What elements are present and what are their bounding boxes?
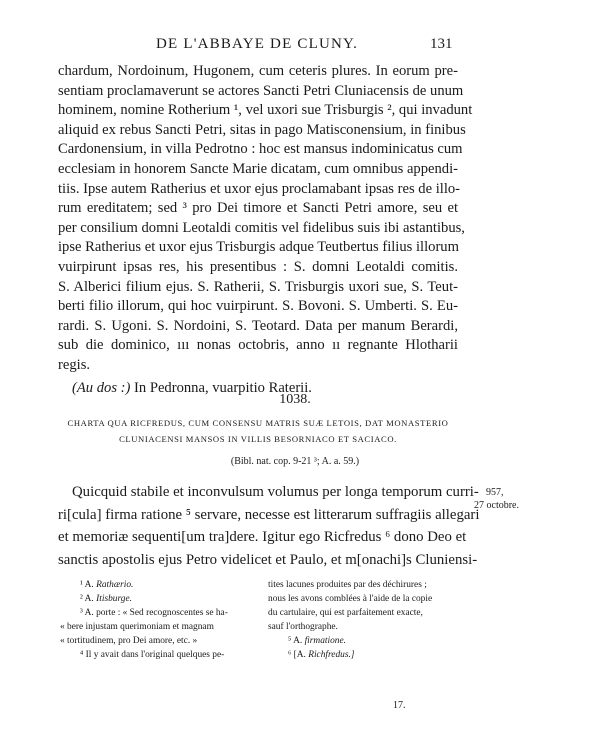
text-line: rum ereditatem; sed ³ pro Dei timore et Sancti Petri amore, seu et [58, 200, 458, 217]
footnote-text: A. [84, 580, 94, 590]
footnote-continuation: « tortitudinem, pro Dei amore, etc. » [60, 636, 198, 646]
text-line: Quicquid stabile et inconvulsum volumus per longa temporum curri- [72, 484, 479, 500]
text-line: sanctis apostolis ejus Petro videlicet et Paulo, et m[onachi]s Cluniensi- [58, 551, 478, 568]
footnote [268, 648, 460, 662]
footnote-mark: ¹ [80, 580, 83, 590]
charter-number: 1038. [279, 392, 311, 407]
footnote-italic: Richfredus.] [308, 650, 355, 660]
text-line: vuirpirunt ipsas res, his presentibus : S. domni Leotaldi comitis. [58, 258, 458, 275]
footnote-mark: ² [80, 594, 83, 604]
text-line: chardum, Nordoinum, Hugonem, cum ceteris plures. In eorum pre- [58, 63, 458, 79]
page-number: 131 [430, 36, 453, 52]
text-line: sentiam proclamaverunt se actores Sancti Petri Cluniacensis de unum [58, 82, 464, 99]
footnote-italic: Rathærio. [96, 580, 134, 590]
text-line: tiis. Ipse autem Ratherius et uxor ejus proclamabant ipsas res de illo- [58, 180, 461, 197]
footnote [60, 606, 256, 620]
footnote-italic: Itisburge. [96, 594, 132, 604]
footnote-continuation: « bere injustam querimoniam et magnam [60, 622, 214, 632]
charter-caption-line: CLUNIACENSI MANSOS IN VILLIS BESORNIACO ET SACIACO. [119, 434, 397, 444]
running-header [0, 36, 590, 58]
text-line: aliquid ex rebus Sancti Petri, sitas in pago Matisconensium, in finibus [58, 121, 466, 138]
margin-year: 957, [486, 487, 504, 498]
text-line: rardi. S. Ugoni. S. Nordoini, S. Teotard. Data per manum Berardi, [58, 317, 458, 334]
text-line: S. Alberici filium ejus. S. Ratherii, S. Trisburgis uxori sue, S. Teut- [58, 278, 458, 295]
charter-source: (Bibl. nat. cop. 9-21 ³; A. a. 59.) [230, 456, 360, 467]
text-line: ipse Ratherius et uxor ejus Trisburgis adque Teutbertus filius illorum [58, 239, 459, 256]
text-line: berti filio illorum, qui hoc vuirpirunt. S. Bovoni. S. Umberti. S. Eu- [58, 298, 458, 315]
text-line: et memoriæ sequenti[um tra]dere. Igitur ego Ricfredus ⁶ dono Deo et [58, 529, 467, 545]
text-line: per consilium domni Leotaldi comitis vel fidelibus suis ibi astantibus, [58, 219, 465, 236]
footnote-continuation: du cartulaire, qui est parfaitement exacte, [268, 608, 423, 618]
footnote [60, 648, 256, 662]
text-line: Cardonensium, in villa Pedrotno : hoc est mansus indominicatus cum [58, 141, 463, 158]
text-line: hominem, nomine Rotherium ¹, vel uxori sue Trisburgis ², qui invadunt [58, 102, 473, 119]
footnote-mark: ⁴ [80, 650, 84, 660]
charter-text [58, 481, 480, 571]
footnote-continuation: nous les avons comblées à l'aide de la copie [268, 594, 433, 604]
footnote [60, 578, 256, 592]
text-line: ri[cula] firma ratione ⁵ servare, necesse est litterarum suffragiis allegari [58, 506, 480, 523]
text-line: ecclesiam in honorem Sancte Marie dicatam, cum omnibus appendi- [58, 160, 458, 177]
dorse-label: (Au dos :) [72, 379, 131, 396]
signature-mark: 17. [393, 700, 406, 711]
footnote [60, 592, 256, 606]
footnote-mark: ⁵ [288, 636, 292, 646]
footnote-text: A. [84, 594, 94, 604]
footnote-continuation: tites lacunes produites par des déchirures ; [268, 580, 427, 590]
running-title: DE L'ABBAYE DE CLUNY. [156, 36, 359, 52]
footnote-text: A. [293, 636, 303, 646]
footnote-mark: ³ [80, 608, 83, 618]
footnote-text: Il y avait dans l'original quelques pe- [85, 650, 225, 660]
text-line: sub die dominico, ııı nonas octobris, anno ıı regnante Hlotharii [58, 337, 458, 354]
text-line: regis. [58, 356, 91, 373]
footnote-text: [A. [293, 650, 306, 660]
footnote-mark: ⁶ [288, 650, 292, 660]
footnotes-left-column [60, 578, 256, 662]
footnote-italic: firmatione. [304, 636, 346, 646]
margin-date: 27 octobre. [474, 500, 519, 511]
footnote-continuation: sauf l'orthographe. [268, 622, 338, 632]
footnotes-right-column [268, 578, 460, 662]
dorse-text: In Pedronna, vuarpitio Raterii. [130, 379, 312, 396]
charter-caption-line: CHARTA QUA RICFREDUS, CUM CONSENSU MATRIS SUÆ LETOIS, DAT MONASTERIO [67, 418, 449, 428]
continued-charter-text [58, 62, 473, 398]
footnote [268, 634, 460, 648]
footnote-text: A. porte : « Sed recognoscentes se ha- [84, 608, 228, 618]
